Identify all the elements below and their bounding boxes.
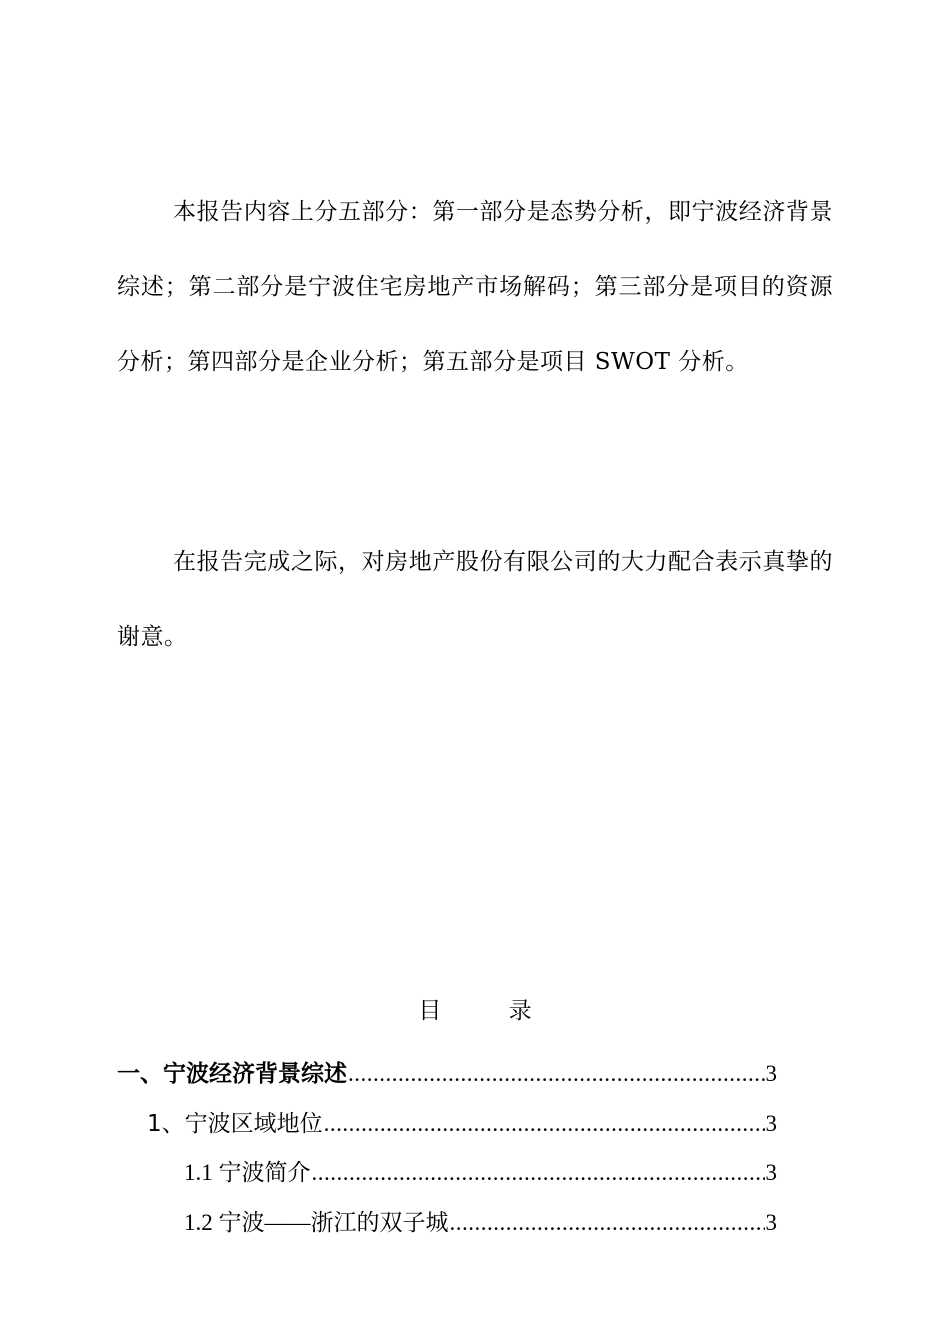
toc-page-number: 3 <box>765 1111 777 1136</box>
toc-dot-leader <box>312 1156 765 1190</box>
toc-entry-level2[interactable] <box>147 1107 777 1141</box>
toc-dot-leader <box>348 1057 765 1091</box>
toc-title <box>0 995 950 1027</box>
toc-entry-level3[interactable] <box>184 1156 777 1190</box>
toc-entry-level1[interactable] <box>117 1057 777 1091</box>
toc-entry-level3[interactable] <box>184 1206 777 1240</box>
toc-entry-label: 1、宁波区域地位 <box>147 1111 323 1137</box>
toc-title-char: 录 <box>508 998 532 1024</box>
intro-paragraph: 本报告内容上分五部分：第一部分是态势分析，即宁波经济背景综述；第二部分是宁波住宅房地产市场解码；第三部分是项目的资源分析；第四部分是企业分析；第五部分是项目 SWOT 分析。 <box>117 199 833 375</box>
toc-page-number: 3 <box>765 1160 777 1185</box>
toc-entry-label: 一、宁波经济背景综述 <box>117 1061 347 1087</box>
toc-title-char: 目 <box>418 998 442 1024</box>
acknowledgement-paragraph: 在报告完成之际，对房地产股份有限公司的大力配合表示真挚的谢意。 <box>117 549 833 650</box>
toc-entry-label: 1.1 宁波简介 <box>184 1160 311 1185</box>
toc-page-number: 3 <box>765 1210 777 1235</box>
toc-page-number: 3 <box>765 1061 777 1086</box>
toc-entry-label: 1.2 宁波——浙江的双子城 <box>184 1210 449 1235</box>
toc-dot-leader <box>450 1206 765 1240</box>
toc-dot-leader <box>324 1107 765 1141</box>
